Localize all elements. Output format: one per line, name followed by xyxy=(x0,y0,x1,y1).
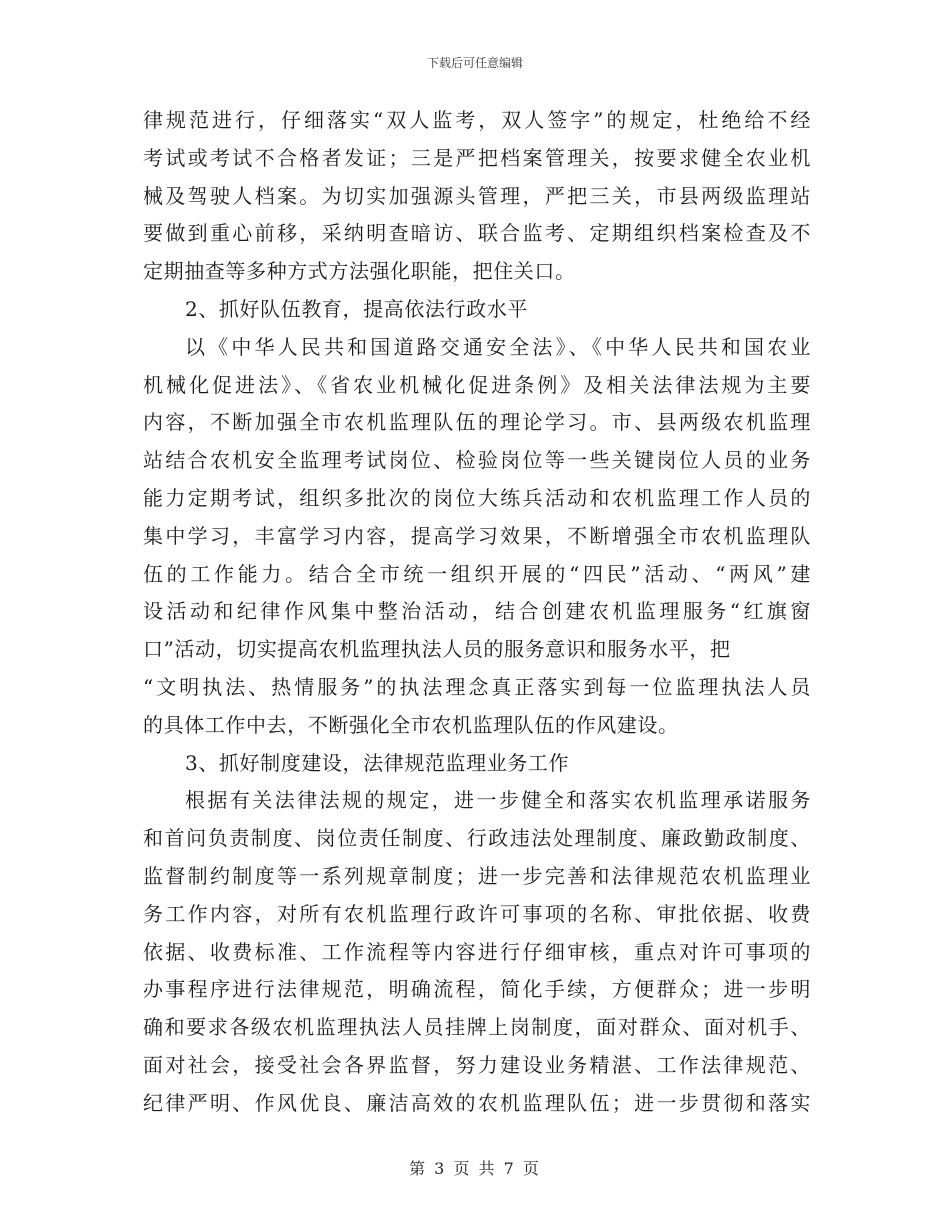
text-line: 机械化促进法》、《省农业机械化促进条例》及相关法律法规为主要 xyxy=(143,372,811,397)
text-line: 能力定期考试，组织多批次的岗位大练兵活动和农机监理工作人员的 xyxy=(143,485,811,510)
text-line: 集中学习，丰富学习内容，提高学习效果，不断增强全市农机监理队 xyxy=(143,523,811,548)
text-line: 律规范进行，仔细落实“双人监考，双人签字”的规定，杜绝给不经 xyxy=(143,108,811,132)
text-line: 确和要求各级农机监理执法人员挂牌上岗制度，面对群众、面对机手、 xyxy=(143,1015,811,1040)
text-line: 设活动和纪律作风集中整治活动，结合创建农机监理服务“红旗窗 xyxy=(143,599,811,624)
page-footer: 第 3 页 共 7 页 xyxy=(409,1159,541,1178)
text-line: 考试或考试不合格者发证；三是严把档案管理关，按要求健全农业机 xyxy=(143,145,811,170)
text-line: 办事程序进行法律规范，明确流程，简化手续，方便群众；进一步明 xyxy=(143,977,811,1002)
text-line: 要做到重心前移，采纳明查暗访、联合监考、定期组织档案检查及不 xyxy=(143,221,811,246)
text-line: 面对社会，接受社会各界监督，努力建设业务精湛、工作法律规范、 xyxy=(143,1052,811,1077)
text-line: 务工作内容，对所有农机监理行政许可事项的名称、审批依据、收费 xyxy=(143,901,811,926)
page-header: 下载后可任意编辑 xyxy=(426,56,523,70)
text-line: 伍的工作能力。结合全市统一组织开展的“四民”活动、“两风”建 xyxy=(143,561,811,586)
text-line: 以《中华人民共和国道路交通安全法》、《中华人民共和国农业 xyxy=(185,334,811,359)
text-line: 依据、收费标准、工作流程等内容进行仔细审核，重点对许可事项的 xyxy=(143,939,811,964)
text-line: 纪律严明、作风优良、廉洁高效的农机监理队伍；进一步贯彻和落实 xyxy=(143,1090,811,1115)
section-heading: 3、抓好制度建设，法律规范监理业务工作 xyxy=(185,750,570,775)
document-body xyxy=(143,102,811,1123)
text-line: 根据有关法律法规的规定，进一步健全和落实农机监理承诺服务 xyxy=(185,788,811,813)
text-line: 内容，不断加强全市农机监理队伍的理论学习。市、县两级农机监理 xyxy=(143,410,811,435)
text-line: “文明执法、热情服务”的执法理念真正落实到每一位监理执法人员 xyxy=(143,674,811,699)
text-line: 站结合农机安全监理考试岗位、检验岗位等一些关键岗位人员的业务 xyxy=(143,448,811,473)
text-line: 口”活动，切实提高农机监理执法人员的服务意识和服务水平，把 xyxy=(143,637,731,662)
text-line: 监督制约制度等一系列规章制度；进一步完善和法律规范农机监理业 xyxy=(143,863,811,888)
text-line: 定期抽查等多种方式方法强化职能，把住关口。 xyxy=(143,259,576,284)
text-line: 械及驾驶人档案。为切实加强源头管理，严把三关，市县两级监理站 xyxy=(143,183,811,208)
text-line: 和首问负责制度、岗位责任制度、行政违法处理制度、廉政勤政制度、 xyxy=(143,826,811,851)
text-line: 的具体工作中去，不断强化全市农机监理队伍的作风建设。 xyxy=(143,712,679,737)
section-heading: 2、抓好队伍教育，提高依法行政水平 xyxy=(185,296,528,321)
